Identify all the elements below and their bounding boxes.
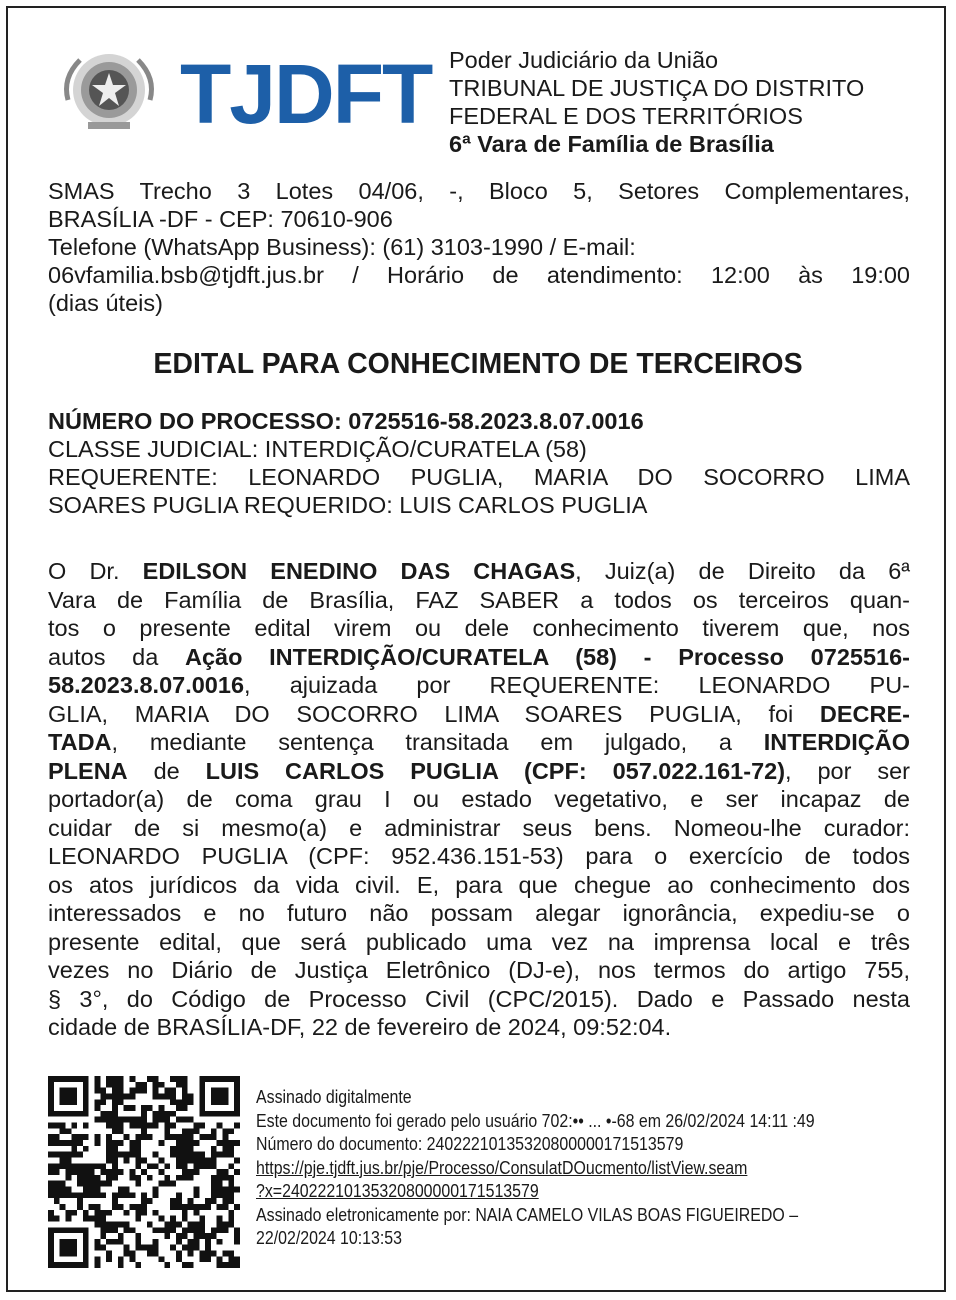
judicial-class: CLASSE JUDICIAL: INTERDIÇÃO/CURATELA (58)	[48, 436, 587, 462]
body-line: TADA, mediante sentença transitada em julgado, a INTERDIÇÃO	[48, 729, 910, 755]
court-address	[48, 177, 910, 317]
body-line: tos o presente edital virem ou dele conhecimento tiverem que, nos	[48, 615, 910, 641]
process-number: NÚMERO DO PROCESSO: 0725516-58.2023.8.07.0016	[48, 408, 644, 434]
action-reference: Ação INTERDIÇÃO/CURATELA (58) - Processo 0725516-	[185, 643, 910, 670]
body-line: cuidar de si mesmo(a) e administrar seus bens. Nomeou-lhe curador:	[48, 814, 910, 841]
court-division: 6ª Vara de Família de Brasília	[449, 131, 774, 157]
body-line: autos da Ação INTERDIÇÃO/CURATELA (58) - Processo 0725516-	[48, 643, 910, 670]
generated-by-line: Este documento foi gerado pelo usuário 702:•• ... •-68 em 26/02/2024 14:11 :49	[256, 1109, 815, 1131]
address-line: SMAS Trecho 3 Lotes 04/06, -, Bloco 5, Setores Complementares,	[48, 178, 910, 204]
body-line: os atos jurídicos da vida civil. E, para que chegue ao conhecimento dos	[48, 871, 910, 898]
tribunal-line-2: FEDERAL E DOS TERRITÓRIOS	[449, 103, 803, 129]
signed-by-line: Assinado eletronicamente por: NAIA CAMELO VILAS BOAS FIGUEIREDO –	[256, 1203, 799, 1225]
hours-note: (dias úteis)	[48, 290, 163, 316]
document-title: EDITAL PARA CONHECIMENTO DE TERCEIROS	[153, 348, 803, 380]
parties-line: REQUERENTE: LEONARDO PUGLIA, MARIA DO SOCORRO LIMA	[48, 464, 910, 490]
phone-line: Telefone (WhatsApp Business): (61) 3103-1990 / E-mail:	[48, 234, 636, 260]
process-info	[48, 407, 910, 519]
body-line: Vara de Família de Brasília, FAZ SABER a todos os terceiros quan-	[48, 586, 910, 613]
body-line: presente edital, que será publicado uma vez na imprensa local e três	[48, 928, 910, 955]
email-hours-line: 06vfamilia.bsb@tjdft.jus.br / Horário de atendimento: 12:00 às 19:00	[48, 262, 910, 288]
verification-link-query[interactable]: ?x=24022210135320800000171513579	[256, 1180, 539, 1201]
body-line: O Dr. EDILSON ENEDINO DAS CHAGAS, Juiz(a) de Direito da 6ª	[48, 558, 910, 584]
verification-link[interactable]: https://pje.tjdft.jus.br/pje/Processo/ConsulatDOucmento/listView.seam	[256, 1156, 748, 1178]
signature-label: Assinado digitalmente	[256, 1086, 412, 1107]
body-line: GLIA, MARIA DO SOCORRO LIMA SOARES PUGLIA, foi DECRE-	[48, 700, 910, 727]
court-heading	[449, 46, 864, 158]
document-number: Número do documento: 24022210135320800000171513579	[256, 1133, 684, 1154]
judge-name: EDILSON ENEDINO DAS CHAGAS	[142, 558, 576, 584]
digital-signature-block	[256, 1085, 911, 1250]
interdicted-person: LUIS CARLOS PUGLIA (CPF: 057.022.161-72)	[205, 757, 786, 784]
republic-seal-logo	[58, 48, 160, 132]
signed-at-line: 22/02/2024 10:13:53	[256, 1227, 402, 1248]
qr-code[interactable]	[48, 1076, 240, 1268]
body-line: vezes no Diário de Justiça Eletrônico (DJ-e), nos termos do artigo 755,	[48, 957, 910, 983]
process-reference: 58.2023.8.07.0016	[48, 672, 245, 698]
body-line: portador(a) de coma grau I ou estado vegetativo, e ser incapaz de	[48, 786, 910, 812]
parties-line: SOARES PUGLIA REQUERIDO: LUIS CARLOS PUGLIA	[48, 492, 648, 518]
tjdft-logo: TJDFT	[180, 47, 432, 141]
edict-body	[48, 557, 910, 1042]
address-line: BRASÍLIA -DF - CEP: 70610-906	[48, 206, 393, 232]
body-line: § 3°, do Código de Processo Civil (CPC/2015). Dado e Passado nesta	[48, 985, 910, 1012]
body-line: LEONARDO PUGLIA (CPF: 952.436.151-53) para o exercício de todos	[48, 843, 910, 869]
tribunal-line-1: TRIBUNAL DE JUSTIÇA DO DISTRITO	[449, 75, 865, 101]
body-line: interessados e no futuro não possam alegar ignorância, expediu-se o	[48, 900, 910, 926]
body-line: 58.2023.8.07.0016, ajuizada por REQUERENTE: LEONARDO PU-	[48, 672, 910, 698]
body-line: PLENA de LUIS CARLOS PUGLIA (CPF: 057.022.161-72), por ser	[48, 757, 911, 784]
judiciary-line: Poder Judiciário da União	[449, 47, 719, 73]
body-line: cidade de BRASÍLIA-DF, 22 de fevereiro de 2024, 09:52:04.	[48, 1014, 672, 1040]
